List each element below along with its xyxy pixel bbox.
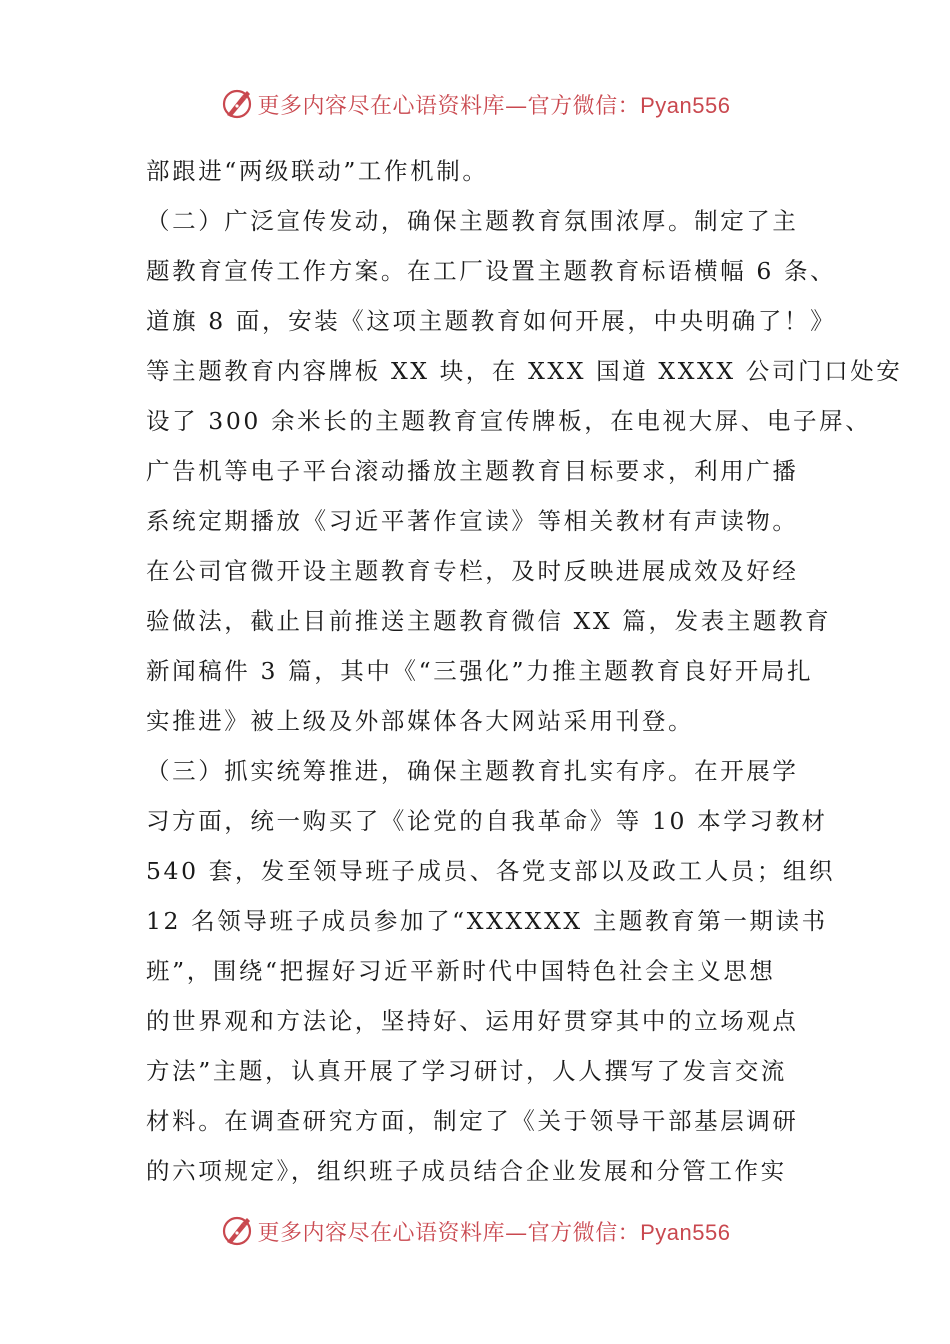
body-line: 题教育宣传工作方案。在工厂设置主题教育标语横幅 6 条、 [146,257,837,285]
watermark-text: 更多内容尽在心语资料库—官方微信：Pyan556 [257,1219,731,1246]
body-line: 系统定期播放《习近平著作宣读》等相关教材有声读物。 [146,507,799,535]
body-line: （二）广泛宣传发动，确保主题教育氛围浓厚。制定了主 [146,207,799,235]
body-line: 方法”主题，认真开展了学习研讨，人人撰写了发言交流 [146,1057,788,1085]
body-line: 部跟进“两级联动”工作机制。 [146,157,489,185]
document-body [146,146,903,1196]
body-line: 习方面，统一购买了《论党的自我革命》等 10 本学习教材 [146,807,828,835]
body-line: 广告机等电子平台滚动播放主题教育目标要求，利用广播 [146,457,799,485]
body-line: 班”，围绕“把握好习近平新时代中国特色社会主义思想 [146,957,776,985]
body-line: 验做法，截止目前推送主题教育微信 XX 篇，发表主题教育 [146,607,832,635]
body-line: 道旗 8 面，安装《这项主题教育如何开展，中央明确了！》 [146,307,837,335]
footer-watermark [0,1211,950,1251]
body-line: 等主题教育内容牌板 XX 块，在 XXX 国道 XXXX 公司门口处安 [146,357,903,385]
watermark-text: 更多内容尽在心语资料库—官方微信：Pyan556 [257,92,731,119]
body-line: 12 名领导班子成员参加了“XXXXXX 主题教育第一期读书 [146,907,828,935]
body-line: 材料。在调查研究方面，制定了《关于领导干部基层调研 [146,1107,799,1135]
header-watermark [0,84,950,124]
body-line: 新闻稿件 3 篇，其中《“三强化”力推主题教育良好开局扎 [146,657,814,685]
body-line: 在公司官微开设主题教育专栏，及时反映进展成效及好经 [146,557,799,585]
body-line: 540 套，发至领导班子成员、各党支部以及政工人员；组织 [146,857,836,885]
pen-nib-circle-icon [220,1214,254,1248]
body-line: （三）抓实统筹推进，确保主题教育扎实有序。在开展学 [146,757,799,785]
body-line: 设了 300 余米长的主题教育宣传牌板，在电视大屏、电子屏、 [146,407,872,435]
body-line: 实推进》被上级及外部媒体各大网站采用刊登。 [146,707,695,735]
body-line: 的世界观和方法论，坚持好、运用好贯穿其中的立场观点 [146,1007,799,1035]
pen-nib-circle-icon [220,87,254,121]
body-line: 的六项规定》，组织班子成员结合企业发展和分管工作实 [146,1157,787,1185]
